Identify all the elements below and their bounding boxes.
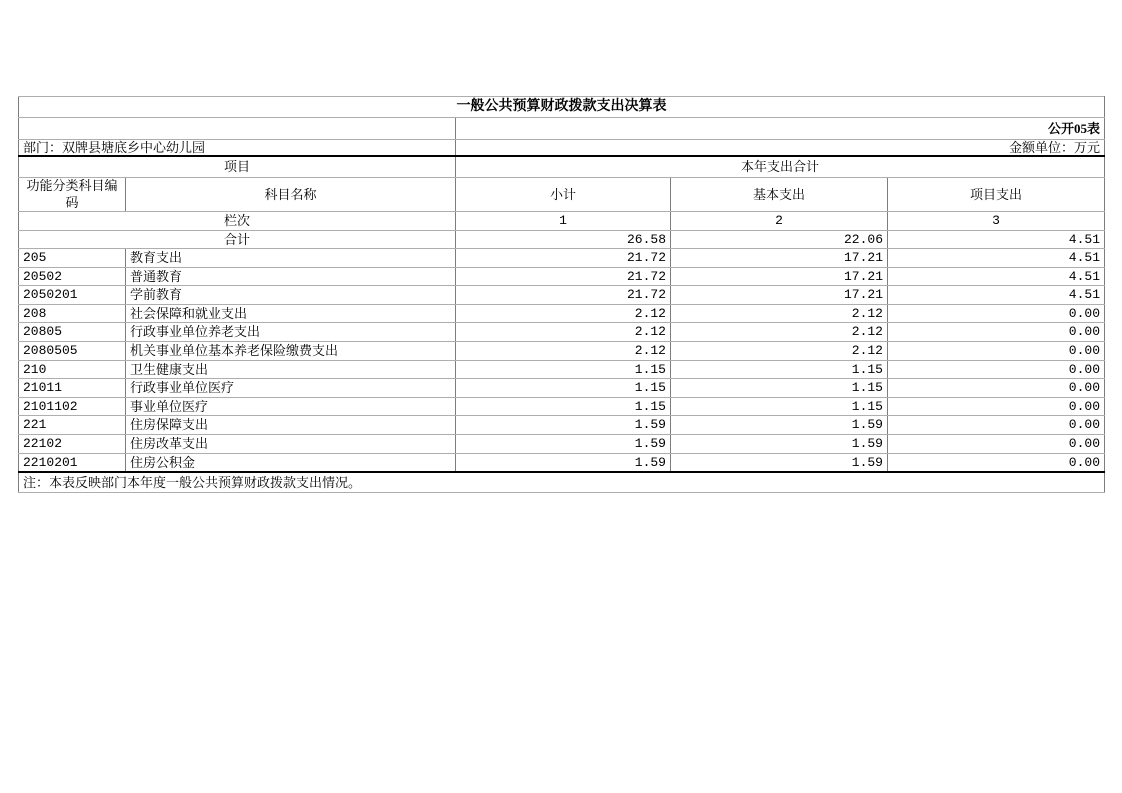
cell-subtotal: 2.12: [456, 304, 671, 323]
column-index-label: 栏次: [19, 212, 456, 231]
total-row: [19, 231, 1105, 249]
table-row: [19, 249, 1105, 268]
cell-subtotal: 1.15: [456, 379, 671, 398]
note-row: [19, 472, 1105, 493]
cell-function-code: 22102: [19, 434, 126, 453]
cell-function-code: 2210201: [19, 453, 126, 472]
cell-subject-name: 行政事业单位养老支出: [126, 323, 456, 342]
cell-basic-expenditure: 1.15: [671, 360, 888, 379]
cell-subject-name: 社会保障和就业支出: [126, 304, 456, 323]
cell-subtotal: 21.72: [456, 286, 671, 305]
header-basic-expenditure: 基本支出: [671, 178, 888, 212]
table-row: [19, 360, 1105, 379]
cell-function-code: 205: [19, 249, 126, 268]
table-row: [19, 341, 1105, 360]
cell-subject-name: 住房公积金: [126, 453, 456, 472]
table-row: [19, 397, 1105, 416]
table-code-row: [19, 118, 1105, 140]
cell-project-expenditure: 0.00: [888, 304, 1105, 323]
cell-basic-expenditure: 17.21: [671, 249, 888, 268]
cell-basic-expenditure: 1.15: [671, 397, 888, 416]
header-project-expenditure: 项目支出: [888, 178, 1105, 212]
cell-project-expenditure: 4.51: [888, 267, 1105, 286]
cell-function-code: 2101102: [19, 397, 126, 416]
table-row: [19, 434, 1105, 453]
cell-subtotal: 1.59: [456, 416, 671, 435]
column-index-row: [19, 212, 1105, 231]
cell-project-expenditure: 4.51: [888, 286, 1105, 305]
cell-function-code: 221: [19, 416, 126, 435]
cell-project-expenditure: 0.00: [888, 341, 1105, 360]
table-row: [19, 323, 1105, 342]
cell-subject-name: 机关事业单位基本养老保险缴费支出: [126, 341, 456, 360]
table-row: [19, 379, 1105, 398]
data-rows: [19, 249, 1105, 473]
column-index-1: 1: [456, 212, 671, 231]
header-project: 项目: [19, 156, 456, 178]
cell-subject-name: 学前教育: [126, 286, 456, 305]
table-row: [19, 286, 1105, 305]
cell-basic-expenditure: 17.21: [671, 286, 888, 305]
cell-project-expenditure: 0.00: [888, 416, 1105, 435]
total-project: 4.51: [888, 231, 1105, 249]
cell-subtotal: 1.15: [456, 360, 671, 379]
table-row: [19, 304, 1105, 323]
total-label: 合计: [19, 231, 456, 249]
cell-subtotal: 21.72: [456, 249, 671, 268]
unit-label: 金额单位：万元: [456, 140, 1105, 157]
cell-project-expenditure: 0.00: [888, 323, 1105, 342]
cell-project-expenditure: 0.00: [888, 434, 1105, 453]
cell-project-expenditure: 0.00: [888, 379, 1105, 398]
cell-subtotal: 2.12: [456, 341, 671, 360]
title-row: [19, 97, 1105, 118]
header-year-total: 本年支出合计: [456, 156, 1105, 178]
table-note: 注：本表反映部门本年度一般公共预算财政拨款支出情况。: [19, 472, 1105, 493]
cell-project-expenditure: 0.00: [888, 453, 1105, 472]
cell-basic-expenditure: 17.21: [671, 267, 888, 286]
budget-table: [18, 96, 1105, 493]
cell-basic-expenditure: 2.12: [671, 323, 888, 342]
cell-basic-expenditure: 2.12: [671, 304, 888, 323]
page-title: 一般公共预算财政拨款支出决算表: [19, 97, 1105, 118]
table-row: [19, 267, 1105, 286]
header-subject-name: 科目名称: [126, 178, 456, 212]
cell-basic-expenditure: 2.12: [671, 341, 888, 360]
department-label: 部门：双牌县塘底乡中心幼儿园: [19, 140, 456, 157]
cell-project-expenditure: 0.00: [888, 397, 1105, 416]
cell-function-code: 21011: [19, 379, 126, 398]
cell-project-expenditure: 0.00: [888, 360, 1105, 379]
cell-subject-name: 住房保障支出: [126, 416, 456, 435]
cell-function-code: 210: [19, 360, 126, 379]
cell-function-code: 2080505: [19, 341, 126, 360]
cell-subject-name: 住房改革支出: [126, 434, 456, 453]
table-row: [19, 416, 1105, 435]
total-subtotal: 26.58: [456, 231, 671, 249]
cell-subject-name: 普通教育: [126, 267, 456, 286]
table-code-label: 公开05表: [456, 118, 1105, 140]
cell-project-expenditure: 4.51: [888, 249, 1105, 268]
cell-basic-expenditure: 1.59: [671, 416, 888, 435]
cell-function-code: 20502: [19, 267, 126, 286]
cell-function-code: 208: [19, 304, 126, 323]
column-index-3: 3: [888, 212, 1105, 231]
total-basic: 22.06: [671, 231, 888, 249]
header-group-row: [19, 156, 1105, 178]
cell-subject-name: 行政事业单位医疗: [126, 379, 456, 398]
cell-subtotal: 21.72: [456, 267, 671, 286]
cell-function-code: 20805: [19, 323, 126, 342]
cell-subtotal: 2.12: [456, 323, 671, 342]
cell-basic-expenditure: 1.59: [671, 453, 888, 472]
table-code-spacer: [19, 118, 456, 140]
cell-subject-name: 卫生健康支出: [126, 360, 456, 379]
cell-basic-expenditure: 1.59: [671, 434, 888, 453]
cell-subtotal: 1.59: [456, 453, 671, 472]
column-index-2: 2: [671, 212, 888, 231]
cell-subtotal: 1.15: [456, 397, 671, 416]
cell-subject-name: 教育支出: [126, 249, 456, 268]
cell-function-code: 2050201: [19, 286, 126, 305]
cell-subject-name: 事业单位医疗: [126, 397, 456, 416]
cell-subtotal: 1.59: [456, 434, 671, 453]
department-row: [19, 140, 1105, 157]
table-row: [19, 453, 1105, 472]
header-columns-row: [19, 178, 1105, 212]
header-function-code: 功能分类科目编码: [19, 178, 126, 212]
cell-basic-expenditure: 1.15: [671, 379, 888, 398]
header-subtotal: 小计: [456, 178, 671, 212]
